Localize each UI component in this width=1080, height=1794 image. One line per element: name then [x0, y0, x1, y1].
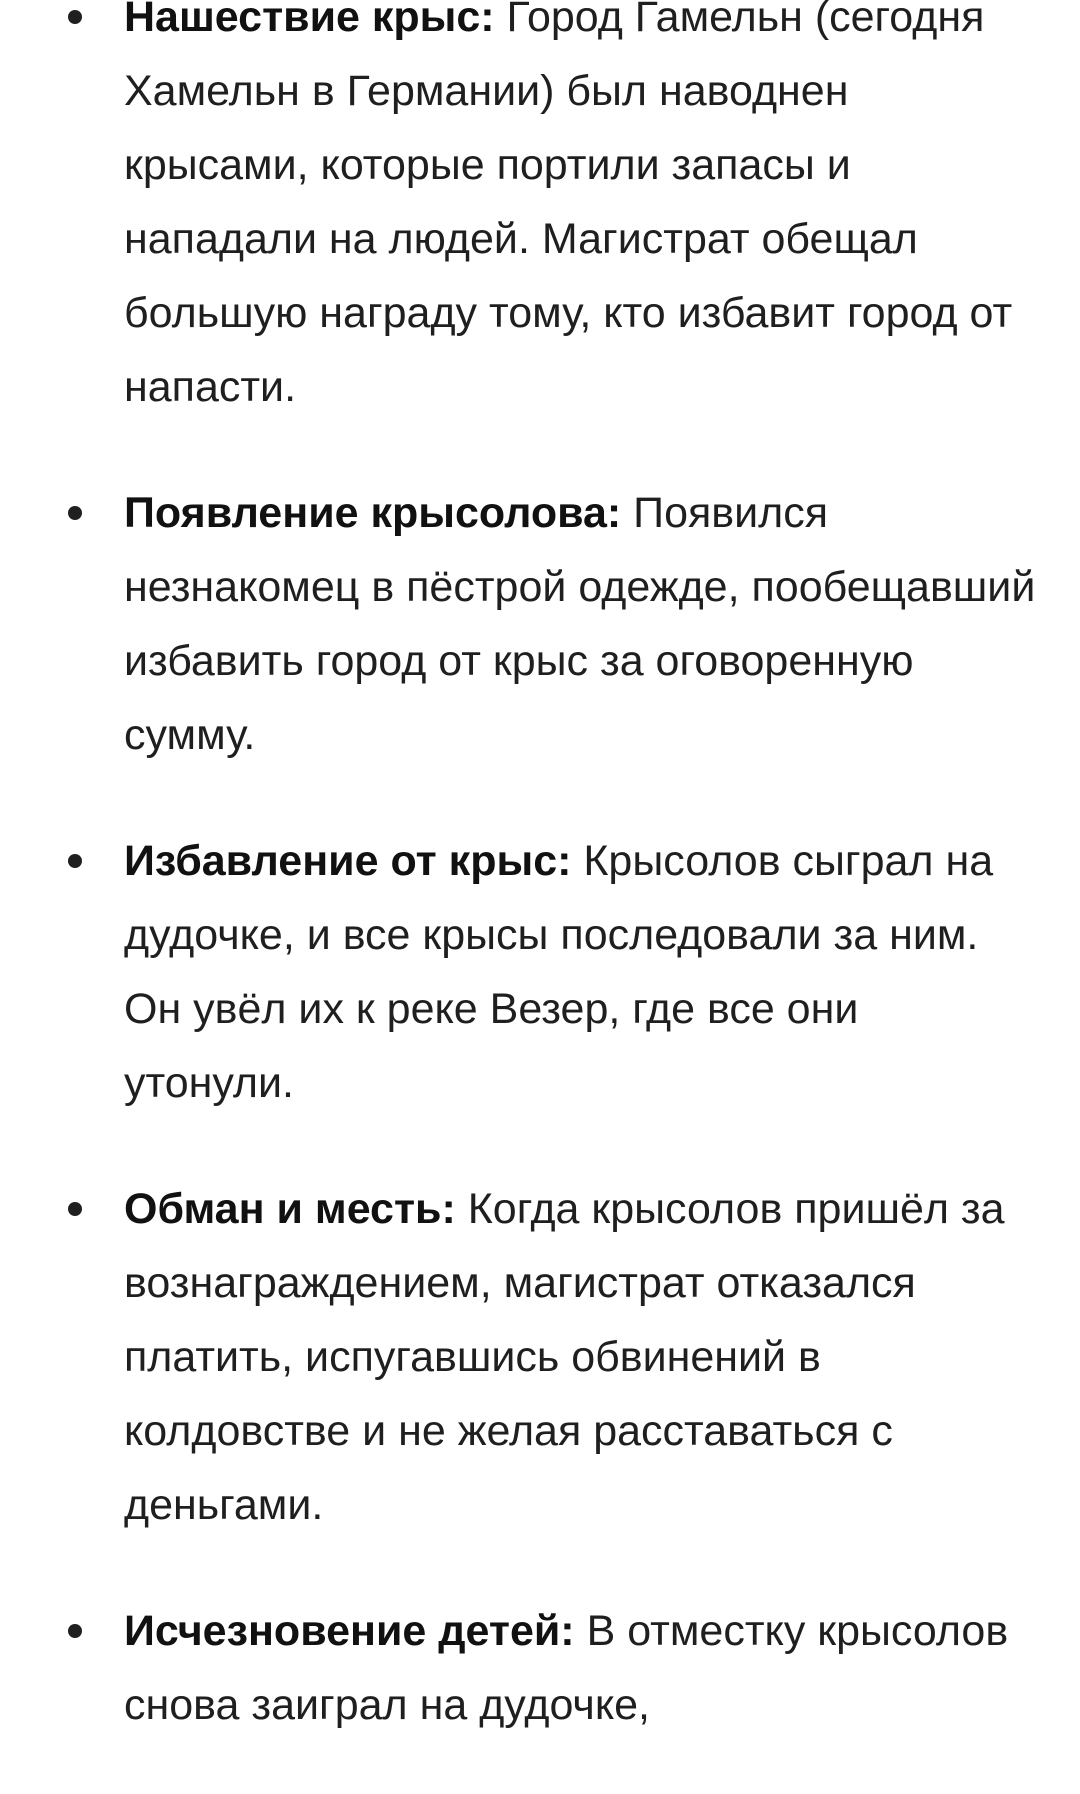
item-title: Обман и месть: [124, 1185, 456, 1233]
bullet-dot-icon [68, 1624, 82, 1638]
item-text: Когда крысолов пришёл за вознаграждением, магистрат отказался платить, испугавшись обвинений в колдовстве и не желая расставаться с деньгами. [124, 1185, 1005, 1529]
item-title: Нашествие крыс: [124, 0, 495, 41]
list-item [0, 824, 1080, 1120]
list-item [0, 1594, 1080, 1742]
list-item [0, 0, 1080, 424]
bullet-dot-icon [68, 1202, 82, 1216]
item-text: Появился незнакомец в пёстрой одежде, пообещавший избавить город от крыс за оговоренную сумму. [124, 489, 1036, 759]
item-text: Крысолов сыграл на дудочке, и все крысы последовали за ним. Он увёл их к реке Везер, где все они утонули. [124, 837, 994, 1107]
bullet-dot-icon [68, 10, 82, 24]
item-text: В отместку крысолов снова заиграл на дудочке, [124, 1607, 1009, 1729]
list-item [0, 1172, 1080, 1542]
bullet-dot-icon [68, 506, 82, 520]
item-title: Избавление от крыс: [124, 837, 572, 885]
list-item [0, 476, 1080, 772]
item-title: Исчезновение детей: [124, 1607, 575, 1655]
item-title: Появление крысолова: [124, 489, 622, 537]
bullet-dot-icon [68, 854, 82, 868]
item-text: Город Гамельн (сегодня Хамельн в Германии) был наводнен крысами, которые портили запасы и нападали на людей. Магистрат обещал большую награду тому, кто избавит город от напасти. [124, 0, 1013, 411]
